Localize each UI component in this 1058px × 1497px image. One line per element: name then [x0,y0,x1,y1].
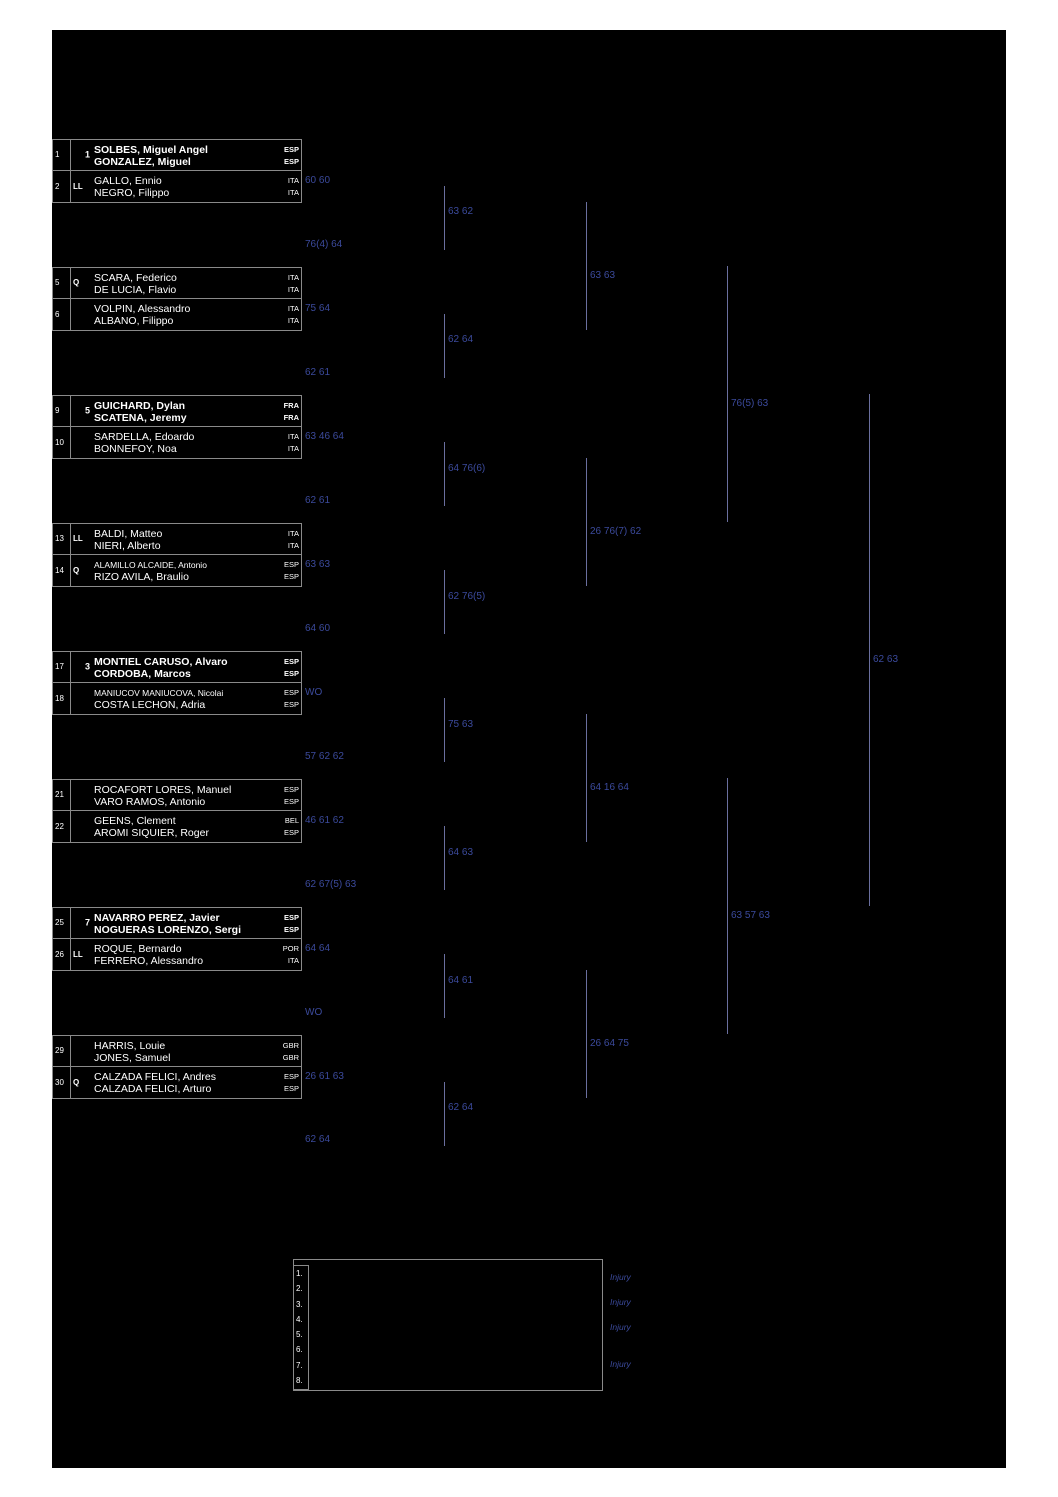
row-number: 14 [55,565,64,575]
row-number: 18 [55,693,64,703]
player-name: CALZADA FELICI, Arturo [94,1082,212,1095]
player-name: RIZO AVILA, Braulio [94,570,189,583]
team-players [94,299,275,330]
row-number: 1 [55,150,60,159]
team-players [94,683,275,714]
player-name: FERRERO, Alessandro [94,954,204,967]
player-name: ROQUE, Bernardo [94,942,182,955]
bracket-connector [586,458,587,586]
nationality: ESP [283,559,299,569]
team-nationalities [284,652,299,683]
row-number: 2 [55,181,60,191]
nationality: ITA [287,272,299,282]
team-players [94,811,275,842]
player-name: HARRIS, Louie [94,1039,166,1052]
player-name: BALDI, Matteo [94,527,163,540]
match-score: 62 61 [305,367,331,378]
match-score: 62 64 [448,334,474,345]
player-name: CALZADA FELICI, Andres [94,1070,216,1083]
match-score: 75 63 [448,719,474,730]
team-players [94,908,275,939]
footer-note: Injury [610,1322,631,1332]
nationality: ESP [283,687,299,697]
team-players [94,396,275,427]
team-players [94,939,275,970]
nationality: ESP [283,784,299,794]
team-block[interactable] [52,651,302,715]
team-block[interactable] [52,1035,302,1099]
player-name: CORDOBA, Marcos [94,667,191,680]
match-score: 62 61 [305,495,331,506]
team-block[interactable] [52,907,302,971]
team-block[interactable] [52,395,302,459]
bracket-connector [444,314,445,378]
match-score: 76(5) 63 [731,398,769,409]
nationality: GBR [282,1052,299,1062]
seed-number: 3 [85,661,91,672]
nationality: ESP [283,1083,299,1093]
player-name: AROMI SIQUIER, Roger [94,826,209,839]
bracket-connector [444,954,445,1018]
footer-number: 3. [296,1299,303,1309]
player-name: GALLO, Ennio [94,174,162,187]
footer-note: Injury [610,1297,631,1307]
team-nationalities [284,1067,299,1098]
team-players [94,171,275,202]
nationality: ESP [283,827,299,837]
nationality: POR [282,943,299,953]
team-players [94,524,275,555]
player-name: GONZALEZ, Miguel [94,155,191,168]
match-score: WO [305,687,323,698]
player-name: SCATENA, Jeremy [94,411,187,424]
match-score: 57 62 62 [305,751,344,762]
match-score: 63 63 [305,559,331,570]
row-number: 30 [55,1077,64,1087]
player-name: SARDELLA, Edoardo [94,430,195,443]
team-nationalities [288,524,299,555]
bracket-connector [444,186,445,250]
bracket-connector [869,394,870,906]
bracket-connector [727,266,728,522]
team-nationalities [288,427,299,458]
player-name: ALBANO, Filippo [94,314,174,327]
player-name: SOLBES, Miguel Angel [94,143,208,156]
team-nationalities [284,683,299,714]
nationality: ESP [283,924,299,934]
match-score: 76(4) 64 [305,239,343,250]
team-players [94,140,275,171]
player-name: GEENS, Clement [94,814,176,827]
match-score: 63 63 [590,270,616,281]
match-score: 26 61 63 [305,1071,344,1082]
row-number: 22 [55,821,64,831]
team-block[interactable] [52,139,302,203]
footer-number: 8. [296,1376,303,1386]
team-nationalities [288,171,299,202]
nationality: ITA [287,528,299,538]
nationality: ITA [287,443,299,453]
bracket-connector [444,826,445,890]
row-number: 5 [55,278,60,287]
nationality: ESP [283,699,299,709]
match-score: 75 64 [305,303,331,314]
bracket-connector [586,714,587,842]
row-number: 9 [55,406,60,415]
nationality: ITA [287,955,299,965]
nationality: ITA [287,431,299,441]
team-nationalities [284,811,299,842]
nationality: ESP [283,144,299,154]
match-score: 26 76(7) 62 [590,526,642,537]
bracket-connector [444,698,445,762]
seed-number: 7 [85,917,91,928]
footer-number: 7. [296,1360,303,1370]
footer-number: 2. [296,1284,303,1294]
entry-marker: Q [73,565,80,575]
bracket-connector [586,202,587,330]
team-nationalities [288,299,299,330]
bracket-connector [444,1082,445,1146]
footer-number: 1. [296,1269,303,1278]
player-name: BONNEFOY, Noa [94,442,177,455]
team-nationalities [284,555,299,586]
player-name: MONTIEL CARUSO, Alvaro [94,655,228,668]
row-number: 26 [55,949,64,959]
player-name: NAVARRO PEREZ, Javier [94,911,220,924]
team-players [94,1036,275,1067]
player-name: MANIUCOV MANIUCOVA, Nicolai [94,687,224,698]
seed-number: 1 [85,149,91,160]
nationality: ITA [287,175,299,185]
nationality: ESP [283,571,299,581]
player-name: VOLPIN, Alessandro [94,302,191,315]
nationality: GBR [282,1040,299,1050]
match-score: 62 63 [873,654,899,665]
player-name: VARO RAMOS, Antonio [94,795,206,808]
nationality: ESP [283,796,299,806]
bracket-connector [586,970,587,1098]
footer-notes-box [293,1259,603,1391]
match-score: 63 62 [448,206,474,217]
row-number: 13 [55,534,64,543]
nationality: ITA [287,284,299,294]
match-score: 60 60 [305,175,331,186]
entry-marker: Q [73,278,80,287]
player-name: NIERI, Alberto [94,539,161,552]
player-name: JONES, Samuel [94,1051,171,1064]
match-score: 63 57 63 [731,910,770,921]
match-score: 62 67(5) 63 [305,879,357,890]
player-name: ROCAFORT LORES, Manuel [94,783,232,796]
player-name: GUICHARD, Dylan [94,399,186,412]
match-score: 46 61 62 [305,815,344,826]
row-number: 6 [55,309,60,319]
team-players [94,1067,275,1098]
bracket-connector [444,442,445,506]
seed-number: 5 [85,405,91,416]
footer-note: Injury [610,1359,631,1369]
team-block[interactable] [52,779,302,843]
footer-number: 6. [296,1345,303,1355]
entry-marker: LL [73,949,83,959]
footer-note: Injury [610,1272,631,1282]
match-score: 62 76(5) [448,591,486,602]
player-name: DE LUCIA, Flavio [94,283,177,296]
team-players [94,555,275,586]
player-name: ALAMILLO ALCAIDE, Antonio [94,559,207,570]
row-number: 17 [55,662,64,671]
footer-number: 4. [296,1314,303,1324]
nationality: FRA [283,400,299,410]
player-name: SCARA, Federico [94,271,177,284]
match-score: 63 46 64 [305,431,344,442]
team-nationalities [283,939,299,970]
team-players [94,652,275,683]
entry-marker: Q [73,1077,80,1087]
bracket-connector [444,570,445,634]
team-block[interactable] [52,523,302,587]
row-number: 10 [55,437,64,447]
entry-marker: LL [73,534,83,543]
player-name: NOGUERAS LORENZO, Sergi [94,923,242,936]
match-score: 64 64 [305,943,331,954]
nationality: ESP [283,668,299,678]
team-block[interactable] [52,267,302,331]
match-score: 64 61 [448,975,474,986]
team-nationalities [284,140,299,171]
team-players [94,427,275,458]
nationality: ITA [287,303,299,313]
nationality: ESP [283,1071,299,1081]
row-number: 29 [55,1046,64,1055]
match-score: 62 64 [448,1102,474,1113]
team-nationalities [288,268,299,299]
page-background [52,30,1006,1468]
nationality: ESP [283,156,299,166]
team-nationalities [284,908,299,939]
match-score: 64 76(6) [448,463,486,474]
bracket-connector [727,778,728,1034]
team-players [94,268,275,299]
match-score: 62 64 [305,1134,331,1145]
match-score: 64 63 [448,847,474,858]
footer-number-column [293,1265,309,1390]
player-name: COSTA LECHON, Adria [94,698,206,711]
match-score: 26 64 75 [590,1038,629,1049]
nationality: BEL [284,815,299,825]
entry-marker: LL [73,181,83,191]
match-score: 64 60 [305,623,331,634]
match-score: WO [305,1007,323,1018]
player-name: NEGRO, Filippo [94,186,170,199]
nationality: FRA [283,412,299,422]
match-score: 64 16 64 [590,782,629,793]
footer-number: 5. [296,1330,303,1340]
team-players [94,780,275,811]
nationality: ESP [283,656,299,666]
nationality: ITA [287,315,299,325]
team-nationalities [283,1036,299,1067]
nationality: ESP [283,912,299,922]
team-nationalities [284,396,299,427]
row-number: 21 [55,790,64,799]
row-number: 25 [55,918,64,927]
nationality: ITA [287,540,299,550]
team-nationalities [284,780,299,811]
nationality: ITA [287,187,299,197]
